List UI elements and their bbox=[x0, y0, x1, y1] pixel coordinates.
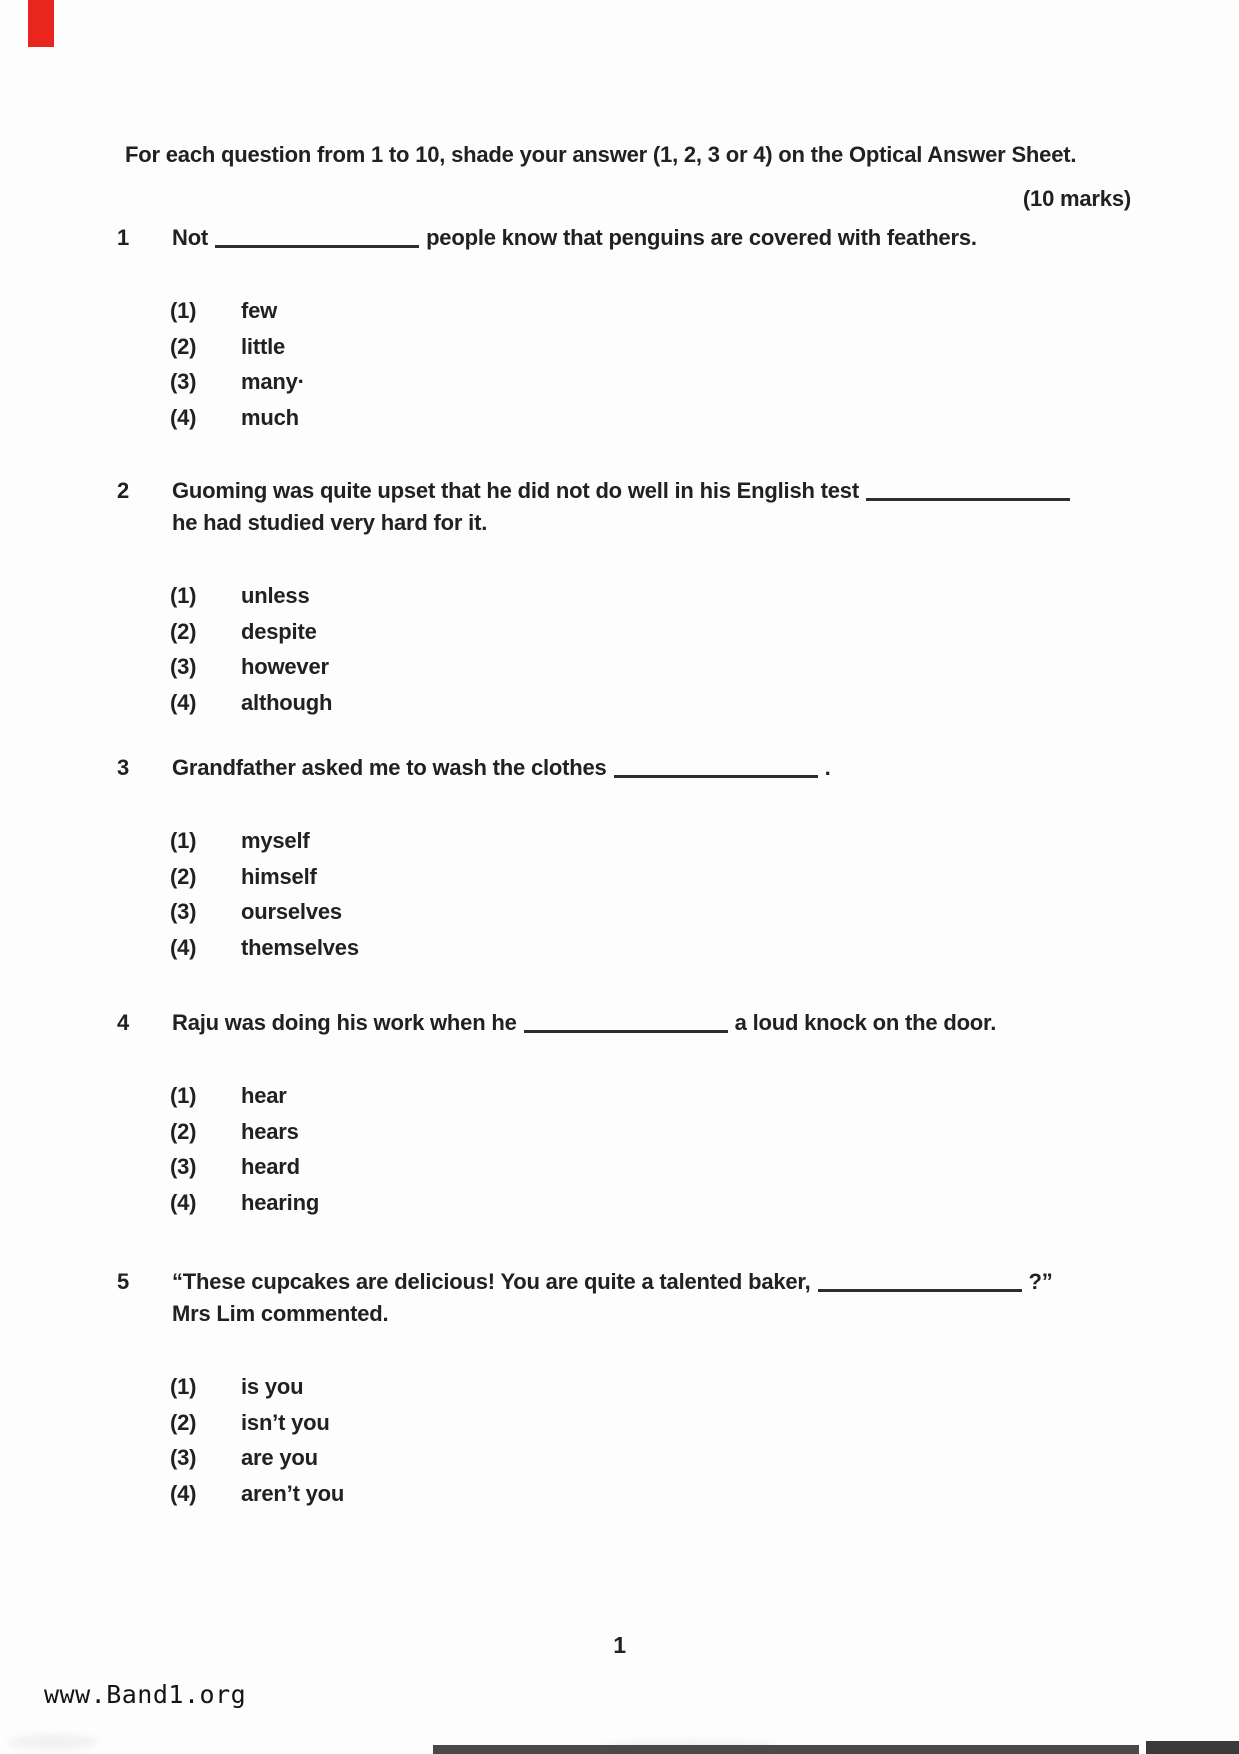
option-number: (4) bbox=[170, 1480, 197, 1506]
option-label: myself bbox=[241, 828, 310, 853]
option-number: (3) bbox=[170, 899, 197, 924]
question-text-after: ?” bbox=[1028, 1269, 1053, 1294]
option-row bbox=[170, 1410, 1169, 1446]
option-row bbox=[170, 1119, 1169, 1155]
question-number: 4 bbox=[117, 1010, 130, 1035]
watermark-url: www.Band1.org bbox=[44, 1680, 247, 1709]
option-label: although bbox=[241, 689, 333, 715]
question-text-line2: Mrs Lim commented. bbox=[172, 1301, 389, 1326]
option-label: hearing bbox=[241, 1189, 320, 1215]
question-text-after: . bbox=[824, 755, 831, 780]
option-number: (3) bbox=[170, 1154, 197, 1179]
option-number: (2) bbox=[170, 333, 197, 359]
question-line bbox=[117, 752, 1169, 784]
answer-blank bbox=[866, 493, 1070, 501]
scan-edge-bar-artifact bbox=[433, 1745, 1139, 1754]
option-number: (2) bbox=[170, 618, 197, 644]
option-row bbox=[170, 1190, 1169, 1226]
question-text-after: people know that penguins are covered with feathers. bbox=[426, 225, 977, 250]
question-text-before: Guoming was quite upset that he did not do well in his English test bbox=[172, 478, 859, 503]
option-number: (1) bbox=[170, 828, 197, 853]
options-group bbox=[170, 583, 1169, 725]
option-label: isn’t you bbox=[241, 1409, 330, 1435]
question-block bbox=[117, 752, 1169, 970]
question-text bbox=[172, 1266, 1169, 1330]
question-text-before: Raju was doing his work when he bbox=[172, 1010, 517, 1035]
option-row bbox=[170, 935, 1169, 971]
section-instruction: For each question from 1 to 10, shade your answer (1, 2, 3 or 4) on the Optical Answer Sheet. bbox=[125, 142, 1077, 167]
question-text-after: a loud knock on the door. bbox=[734, 1010, 997, 1035]
option-label: hears bbox=[241, 1118, 299, 1144]
red-scan-mark-artifact bbox=[28, 0, 54, 47]
option-number: (4) bbox=[170, 934, 197, 960]
answer-blank bbox=[818, 1284, 1022, 1292]
answer-blank bbox=[524, 1025, 728, 1033]
question-text-line2: he had studied very hard for it. bbox=[172, 510, 488, 535]
question-text bbox=[172, 475, 1169, 539]
option-number: (1) bbox=[170, 1083, 197, 1108]
option-row bbox=[170, 1154, 1169, 1190]
option-number: (2) bbox=[170, 1118, 197, 1144]
option-row bbox=[170, 1374, 1169, 1410]
question-number: 2 bbox=[117, 478, 130, 503]
scan-edge-bar-artifact bbox=[1146, 1741, 1239, 1754]
option-row bbox=[170, 619, 1169, 655]
option-number: (1) bbox=[170, 298, 197, 323]
question-line bbox=[117, 1266, 1169, 1330]
question-text-before: Grandfather asked me to wash the clothes bbox=[172, 755, 607, 780]
question-number: 5 bbox=[117, 1269, 130, 1294]
option-label: little bbox=[241, 333, 286, 359]
question-number: 3 bbox=[117, 755, 130, 780]
option-label: much bbox=[241, 404, 299, 430]
answer-blank bbox=[614, 770, 818, 778]
scan-smudge-artifact bbox=[8, 1734, 98, 1750]
option-label: are you bbox=[241, 1445, 318, 1470]
option-number: (4) bbox=[170, 404, 197, 430]
option-label: himself bbox=[241, 863, 317, 889]
page-number: 1 bbox=[613, 1632, 626, 1658]
option-row bbox=[170, 369, 1169, 405]
option-number: (4) bbox=[170, 1189, 197, 1215]
answer-blank bbox=[215, 240, 419, 248]
question-block bbox=[117, 1266, 1169, 1516]
question-text bbox=[172, 1007, 1169, 1039]
question-text bbox=[172, 222, 1169, 254]
option-row bbox=[170, 334, 1169, 370]
option-label: despite bbox=[241, 618, 317, 644]
question-text bbox=[172, 752, 1169, 784]
option-row bbox=[170, 899, 1169, 935]
option-number: (4) bbox=[170, 689, 197, 715]
option-number: (2) bbox=[170, 863, 197, 889]
option-row bbox=[170, 690, 1169, 726]
option-row bbox=[170, 1083, 1169, 1119]
options-group bbox=[170, 1083, 1169, 1225]
question-block bbox=[117, 475, 1169, 725]
options-group bbox=[170, 298, 1169, 440]
option-row bbox=[170, 298, 1169, 334]
option-row bbox=[170, 1445, 1169, 1481]
option-label: hear bbox=[241, 1083, 287, 1108]
option-row bbox=[170, 864, 1169, 900]
option-number: (3) bbox=[170, 654, 197, 679]
options-group bbox=[170, 828, 1169, 970]
question-block bbox=[117, 222, 1169, 440]
option-row bbox=[170, 583, 1169, 619]
question-text-before: Not bbox=[172, 225, 209, 250]
option-label: however bbox=[241, 654, 329, 679]
option-label: heard bbox=[241, 1154, 300, 1179]
option-row bbox=[170, 1481, 1169, 1517]
option-number: (2) bbox=[170, 1409, 197, 1435]
option-number: (1) bbox=[170, 1374, 197, 1399]
option-row bbox=[170, 405, 1169, 441]
question-block bbox=[117, 1007, 1169, 1225]
option-label: aren’t you bbox=[241, 1480, 345, 1506]
option-number: (1) bbox=[170, 583, 197, 608]
option-row bbox=[170, 828, 1169, 864]
option-number: (3) bbox=[170, 1445, 197, 1470]
option-label: is you bbox=[241, 1374, 304, 1399]
question-line bbox=[117, 475, 1169, 539]
marks-label: (10 marks) bbox=[1022, 186, 1131, 211]
option-label: themselves bbox=[241, 934, 359, 960]
option-label: unless bbox=[241, 583, 310, 608]
question-text-before: “These cupcakes are delicious! You are quite a talented baker, bbox=[172, 1269, 811, 1294]
option-label: many· bbox=[241, 369, 305, 394]
options-group bbox=[170, 1374, 1169, 1516]
question-number: 1 bbox=[117, 225, 130, 250]
option-number: (3) bbox=[170, 369, 197, 394]
option-label: few bbox=[241, 298, 278, 323]
option-row bbox=[170, 654, 1169, 690]
question-line bbox=[117, 222, 1169, 254]
option-label: ourselves bbox=[241, 899, 342, 924]
question-line bbox=[117, 1007, 1169, 1039]
